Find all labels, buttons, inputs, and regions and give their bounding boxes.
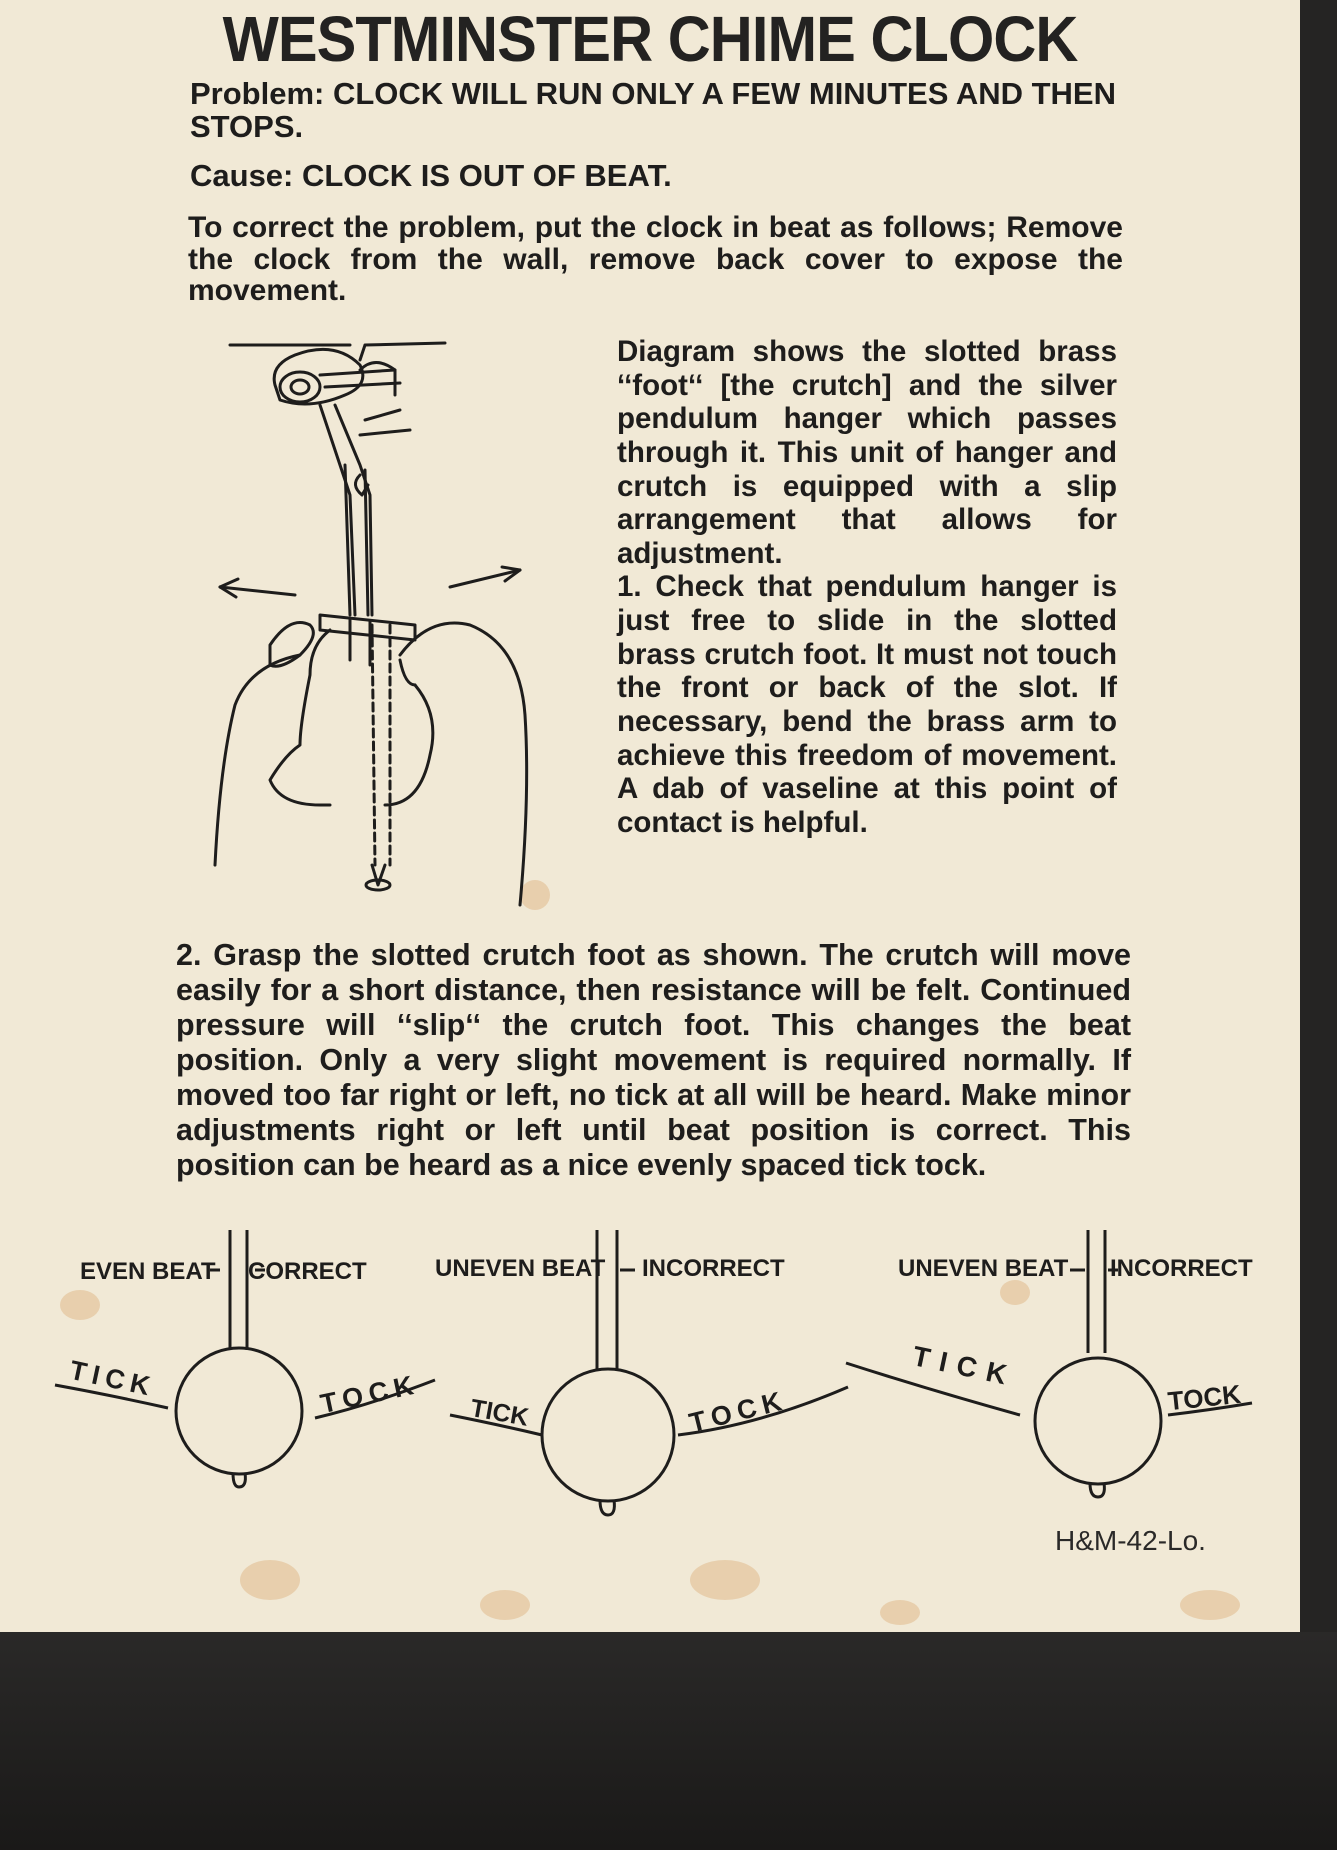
stain <box>480 1590 530 1620</box>
pendulum-bob-1 <box>50 1225 450 1505</box>
frame-bottom <box>0 1632 1337 1850</box>
stain <box>240 1560 300 1600</box>
beat-3-tick: TICK <box>909 1340 1020 1393</box>
beat-1-right-label: CORRECT <box>248 1258 367 1285</box>
step-2-text: 2. Grasp the slotted crutch foot as shown. The crutch will move easily for a short distance, then resistance will be felt. Continued pressure will ‘‘slip‘‘ the crutch foot. This changes the beat position. Only a very slight movement is required normally. If moved too far right or left, no tick at all will be heard. Make minor adjustments right or left until beat position is correct. This position can be heard as a nice evenly spaced tick tock. <box>176 938 1131 1183</box>
beat-2-tick: TICK <box>468 1394 531 1432</box>
intro-text: To correct the problem, put the clock in beat as follows; Remove the clock from the wall, remove back cover to expose the movement. <box>188 211 1123 307</box>
page-title: WESTMINSTER CHIME CLOCK <box>222 3 1078 75</box>
beat-1-tock: TOCK <box>317 1368 422 1420</box>
beat-3-left-label: UNEVEN BEAT <box>898 1255 1069 1282</box>
pendulum-bob-2 <box>440 1225 860 1525</box>
beat-3-right-label: INCORRECT <box>1110 1255 1253 1282</box>
stain <box>1180 1590 1240 1620</box>
stain <box>880 1600 920 1625</box>
diagram-description <box>617 335 1117 839</box>
beat-1-tick: TICK <box>67 1354 159 1403</box>
cause-text: Cause: CLOCK IS OUT OF BEAT. <box>190 158 672 193</box>
pendulum-bob-3 <box>840 1225 1260 1505</box>
frame-right-edge <box>1300 0 1337 1632</box>
stain <box>690 1560 760 1600</box>
diagram-description-text: Diagram shows the slotted brass ‘‘foot‘‘ [the crutch] and the silver pendulum hanger which passes through it. This unit of hanger and crutch is equipped with a slip arrangement that allows for adjustment. <box>617 335 1117 570</box>
problem-text: Problem: CLOCK WILL RUN ONLY A FEW MINUTES AND THEN STOPS. <box>190 76 1116 144</box>
beat-1-left-label: EVEN BEAT <box>80 1258 216 1285</box>
beat-2-left-label: UNEVEN BEAT <box>435 1255 606 1282</box>
beat-2-tock: TOCK <box>686 1384 791 1439</box>
beat-3-tock: TOCK <box>1166 1378 1243 1417</box>
step-1-text: 1. Check that pendulum hanger is just free to slide in the slotted brass crutch foot. It must not touch the front or back of the slot. If necessary, bend the brass arm to achieve this freedom of movement. A dab of vaseline at this point of contact is helpful. <box>617 570 1117 839</box>
crutch-hand-illustration <box>200 325 560 935</box>
document-code: H&M-42-Lo. <box>1055 1525 1206 1556</box>
beat-2-right-label: INCORRECT <box>642 1255 785 1282</box>
